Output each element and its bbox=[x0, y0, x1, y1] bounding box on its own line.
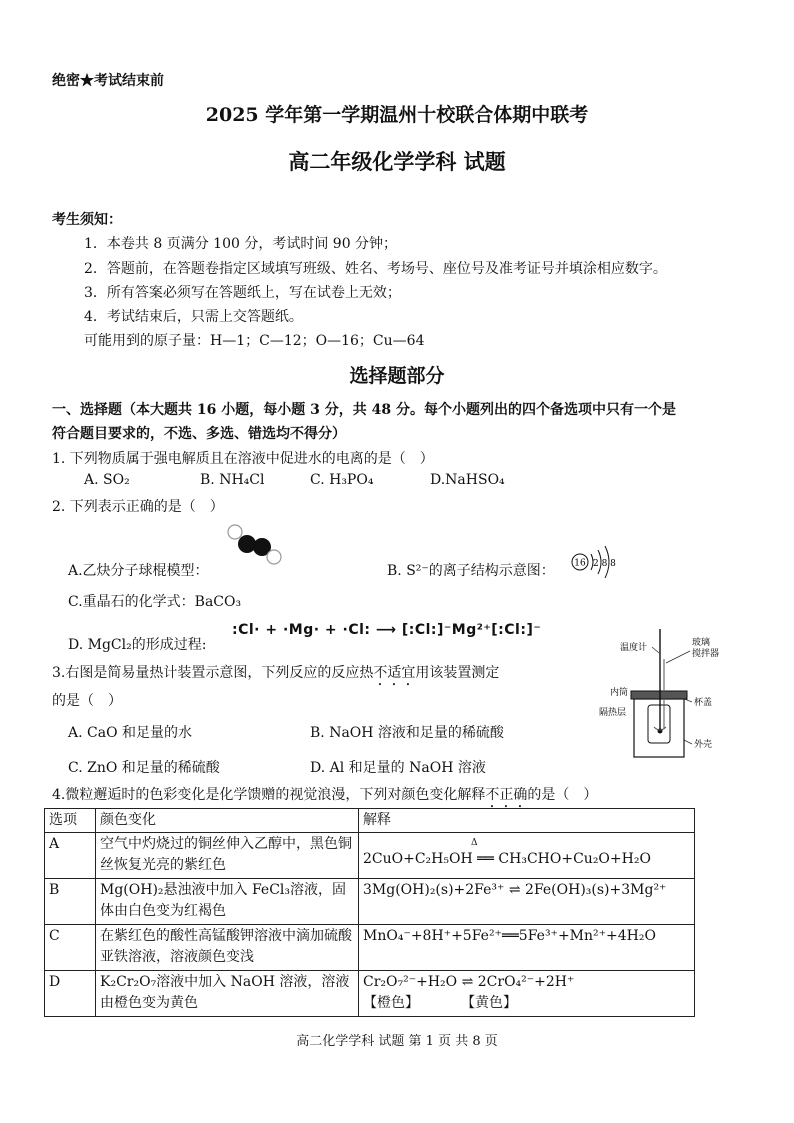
row-explanation bbox=[359, 833, 695, 879]
q1-option-a: A. SO₂ bbox=[84, 472, 130, 488]
q2-option-c: C.重晶石的化学式：BaCO₃ bbox=[68, 594, 242, 610]
acetylene-ball-stick-model bbox=[222, 522, 284, 566]
section-intro: 符合题目要求的，不选、多选、错选均不得分） bbox=[52, 426, 346, 442]
row-color-change: 在紫红色的酸性高锰酸钾溶液中滴加硫酸亚铁溶液，溶液颜色变浅 bbox=[96, 925, 359, 971]
atomic-mass: 可能用到的原子量：H—1；C—12；O—16；Cu—64 bbox=[84, 333, 425, 349]
q3-option-c: C. ZnO 和足量的稀硫酸 bbox=[68, 760, 220, 776]
row-explanation: 3Mg(OH)₂(s)+2Fe³⁺ ⇌ 2Fe(OH)₃(s)+3Mg²⁺ bbox=[359, 879, 695, 925]
row-option: B bbox=[45, 879, 96, 925]
q1-option-d: D.NaHSO₄ bbox=[430, 472, 505, 488]
label-stirrer-2: 搅拌器 bbox=[692, 649, 720, 659]
header-color-change: 颜色变化 bbox=[96, 809, 359, 833]
q4-stem-a: 4.微粒邂逅时的色彩变化是化学馈赠的视觉浪漫，下列对颜色变化解释 bbox=[52, 787, 486, 803]
notice-item: 1．本卷共 8 页满分 100 分，考试时间 90 分钟； bbox=[84, 236, 398, 252]
q2-option-a: A.乙炔分子球棍模型： bbox=[68, 563, 209, 579]
header-explanation: 解释 bbox=[359, 809, 695, 833]
q3-option-b: B. NaOH 溶液和足量的稀硫酸 bbox=[310, 725, 504, 741]
label-thermometer: 温度计 bbox=[620, 643, 648, 653]
sulfide-ion-structure-diagram bbox=[569, 540, 619, 580]
heating-condition: Δ bbox=[471, 838, 478, 848]
q3-stem-b: 用该装置测定 bbox=[415, 665, 500, 681]
table-row bbox=[45, 925, 695, 971]
mgcl2-formation-formula: :Cl· + ·Mg· + ·Cl: ⟶ [:Cl:]⁻Mg²⁺[:Cl:]⁻ bbox=[232, 622, 542, 638]
q3-stem-emphasis: 不适宜 bbox=[373, 665, 416, 681]
label-shell: 外壳 bbox=[694, 740, 713, 750]
notice-item: 2．答题前，在答题卷指定区域填写班级、姓名、考场号、座位号及准考证号并填涂相应数字。 bbox=[84, 261, 667, 277]
q1-option-c: C. H₃PO₄ bbox=[310, 472, 374, 488]
row-explanation-colors: 【橙色】 【黄色】 bbox=[363, 995, 517, 1011]
label-insulation: 隔热层 bbox=[599, 708, 627, 718]
exam-title: 2025 学年第一学期温州十校联合体期中联考 bbox=[205, 104, 589, 126]
q1-stem: 1. 下列物质属于强电解质且在溶液中促进水的电离的是（ ） bbox=[52, 451, 434, 467]
table-row bbox=[45, 971, 695, 1017]
table-row bbox=[45, 879, 695, 925]
row-explanation-text: Cr₂O₇²⁻+H₂O ⇌ 2CrO₄²⁻+2H⁺ bbox=[363, 974, 575, 990]
q3-option-a: A. CaO 和足量的水 bbox=[68, 725, 192, 741]
calorimeter-diagram bbox=[590, 623, 750, 758]
q3-option-d: D. Al 和足量的 NaOH 溶液 bbox=[310, 760, 486, 776]
q3-stem bbox=[52, 662, 499, 689]
q2-option-d: D. MgCl₂的形成过程: bbox=[68, 637, 207, 653]
section-title: 选择题部分 bbox=[349, 365, 445, 387]
row-color-change: Mg(OH)₂悬浊液中加入 FeCl₃溶液，固体由白色变为红褐色 bbox=[96, 879, 359, 925]
q2-option-b: B. S²⁻的离子结构示意图： bbox=[387, 563, 555, 579]
row-option: C bbox=[45, 925, 96, 971]
q1-option-b: B. NH₄Cl bbox=[200, 472, 265, 488]
page-footer: 高二化学学科 试题 第 1 页 共 8 页 bbox=[296, 1034, 498, 1049]
label-inner-cup: 内筒 bbox=[610, 688, 629, 698]
notice-item: 4．考试结束后，只需上交答题纸。 bbox=[84, 309, 303, 325]
notice-heading: 考生须知： bbox=[52, 212, 122, 228]
row-option: D bbox=[45, 971, 96, 1017]
label-lid: 杯盖 bbox=[694, 698, 713, 708]
nucleus-charge: 16 bbox=[574, 558, 586, 569]
row-color-change: 空气中灼烧过的铜丝伸入乙醇中，黑色铜丝恢复光亮的紫红色 bbox=[96, 833, 359, 879]
row-explanation: MnO₄⁻+8H⁺+5Fe²⁺══5Fe³⁺+Mn²⁺+4H₂O bbox=[359, 925, 695, 971]
q4-stem-b: 的是（ ） bbox=[527, 787, 598, 803]
section-intro: 一、选择题（本大题共 16 小题，每小题 3 分，共 48 分。每个小题列出的四个备选项中只有一个是 bbox=[52, 402, 676, 418]
q4-stem-emphasis: 不正确 bbox=[485, 787, 528, 803]
electron-shells: 2 8 8 bbox=[593, 559, 616, 569]
secret-label: 绝密★考试结束前 bbox=[52, 73, 164, 89]
row-explanation-text: 2CuO+C₂H₅OH ══ CH₃CHO+Cu₂O+H₂O bbox=[363, 851, 651, 867]
label-stirrer-1: 玻璃 bbox=[692, 638, 711, 648]
row-explanation bbox=[359, 971, 695, 1017]
q2-stem: 2. 下列表示正确的是（ ） bbox=[52, 499, 224, 515]
table-row bbox=[45, 833, 695, 879]
notice-item: 3．所有答案必须写在答题纸上，写在试卷上无效； bbox=[84, 285, 401, 301]
q3-stem-a: 3.右图是简易量热计装置示意图，下列反应的反应热 bbox=[52, 665, 374, 681]
row-option: A bbox=[45, 833, 96, 879]
table-header-row bbox=[45, 809, 695, 833]
q4-table bbox=[44, 808, 695, 1017]
q4-stem bbox=[52, 784, 597, 811]
row-color-change: K₂Cr₂O₇溶液中加入 NaOH 溶液，溶液由橙色变为黄色 bbox=[96, 971, 359, 1017]
exam-subtitle: 高二年级化学学科 试题 bbox=[288, 149, 506, 174]
header-option: 选项 bbox=[45, 809, 96, 833]
q3-stem-line2: 的是（ ） bbox=[52, 693, 122, 709]
